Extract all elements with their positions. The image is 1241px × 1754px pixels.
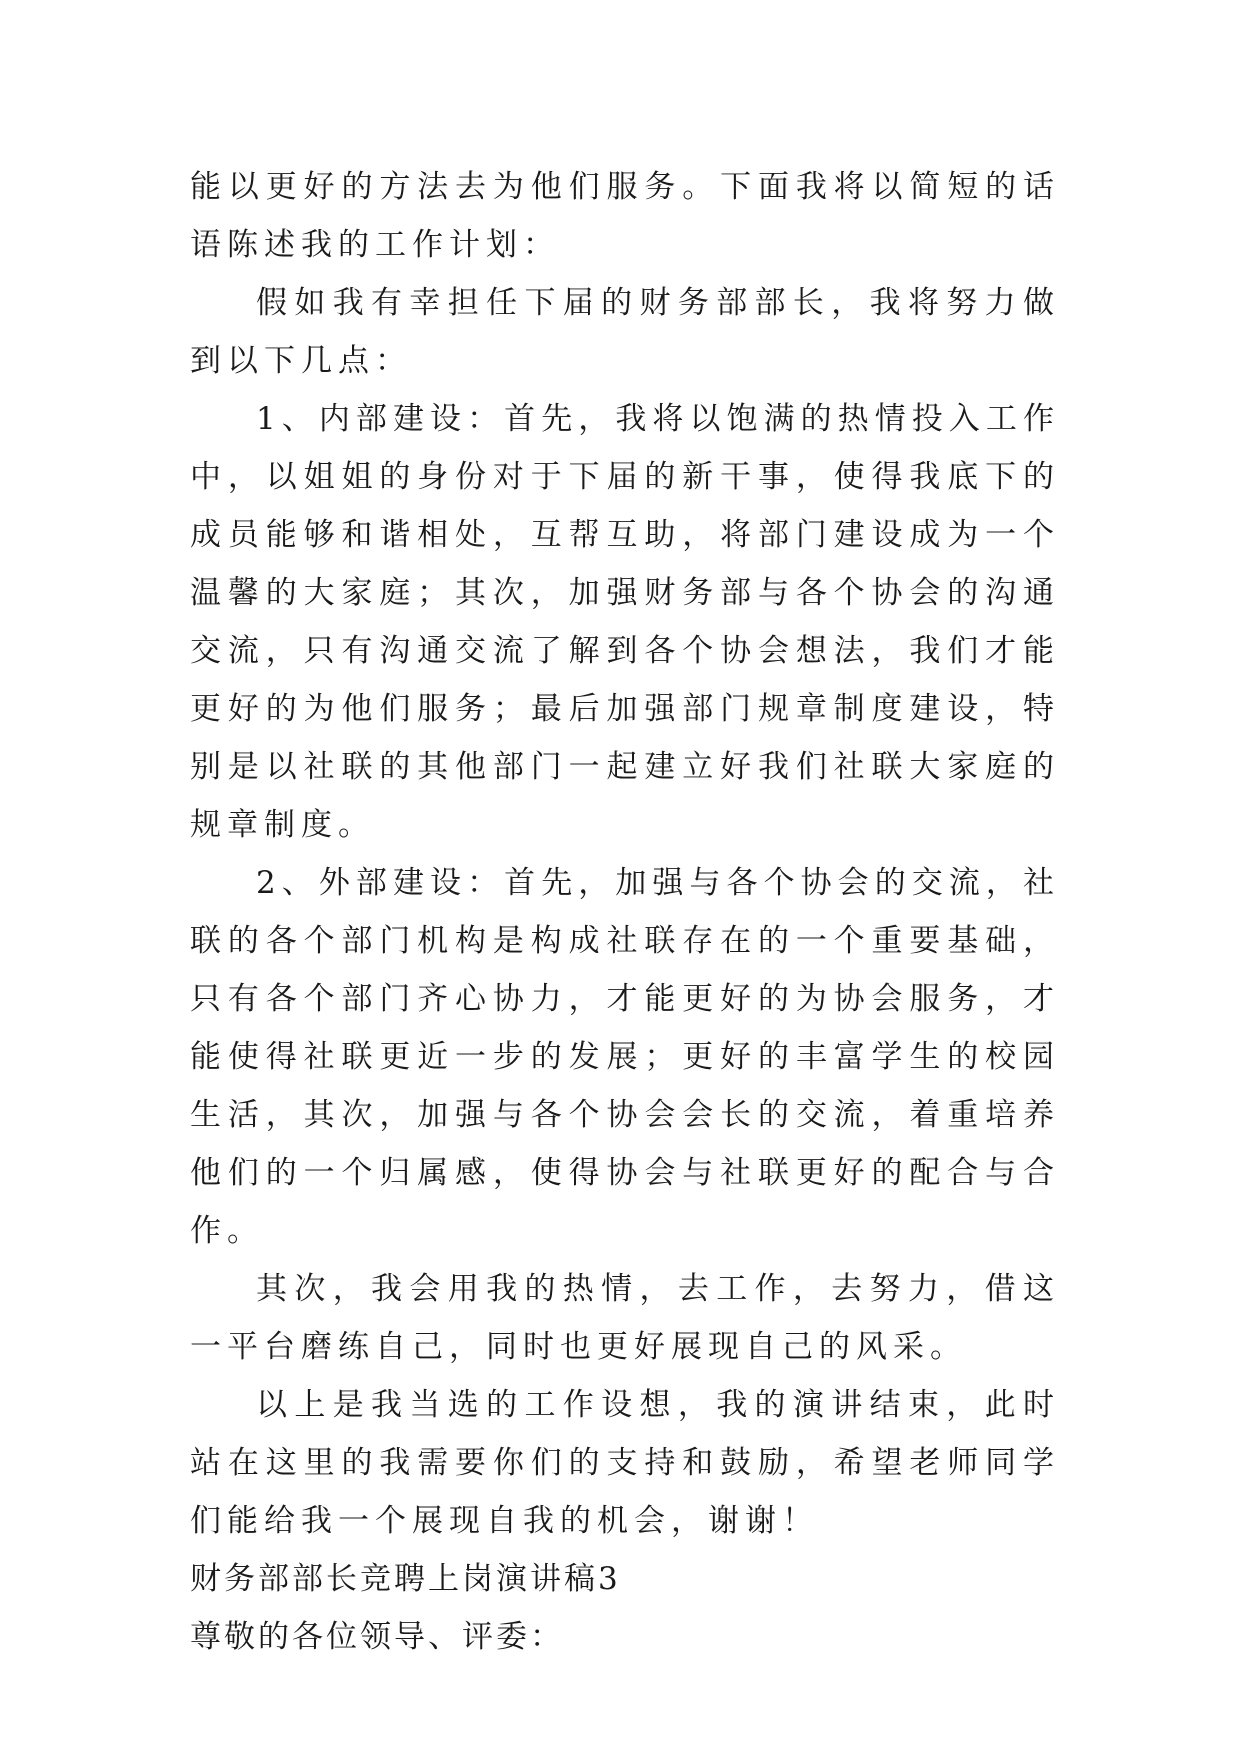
section-title: 财务部部长竞聘上岗演讲稿3 — [190, 1561, 621, 1597]
paragraph-plan-lead: 假如我有幸担任下届的财务部部长，我将努力做到以下几点： — [190, 285, 1060, 379]
paragraph-intro: 能以更好的方法去为他们服务。下面我将以简短的话语陈述我的工作计划： — [190, 169, 1060, 263]
paragraph-internal-construction: 1、内部建设：首先，我将以饱满的热情投入工作中，以姐姐的身份对于下届的新干事，使得我底下的成员能够和谐相处，互帮互助，将部门建设成为一个温馨的大家庭；其次，加强财务部与各个协会的沟通交流，只有沟通交流了解到各个协会想法，我们才能更好的为他们服务；最后加强部门规章制度建设，特别是以社联的其他部门一起建立好我们社联大家庭的规章制度。 — [190, 401, 1060, 843]
paragraph-enthusiasm: 其次，我会用我的热情，去工作，去努力，借这一平台磨练自己，同时也更好展现自己的风采。 — [190, 1271, 1060, 1365]
document-body — [190, 158, 1060, 1666]
paragraph-closing: 以上是我当选的工作设想，我的演讲结束，此时站在这里的我需要你们的支持和鼓励，希望老师同学们能给我一个展现自我的机会，谢谢！ — [190, 1387, 1060, 1539]
salutation: 尊敬的各位领导、评委： — [190, 1619, 564, 1655]
paragraph-external-construction: 2、外部建设：首先，加强与各个协会的交流，社联的各个部门机构是构成社联存在的一个重要基础，只有各个部门齐心协力，才能更好的为协会服务，才能使得社联更近一步的发展；更好的丰富学生的校园生活，其次，加强与各个协会会长的交流，着重培养他们的一个归属感，使得协会与社联更好的配合与合作。 — [190, 865, 1060, 1249]
